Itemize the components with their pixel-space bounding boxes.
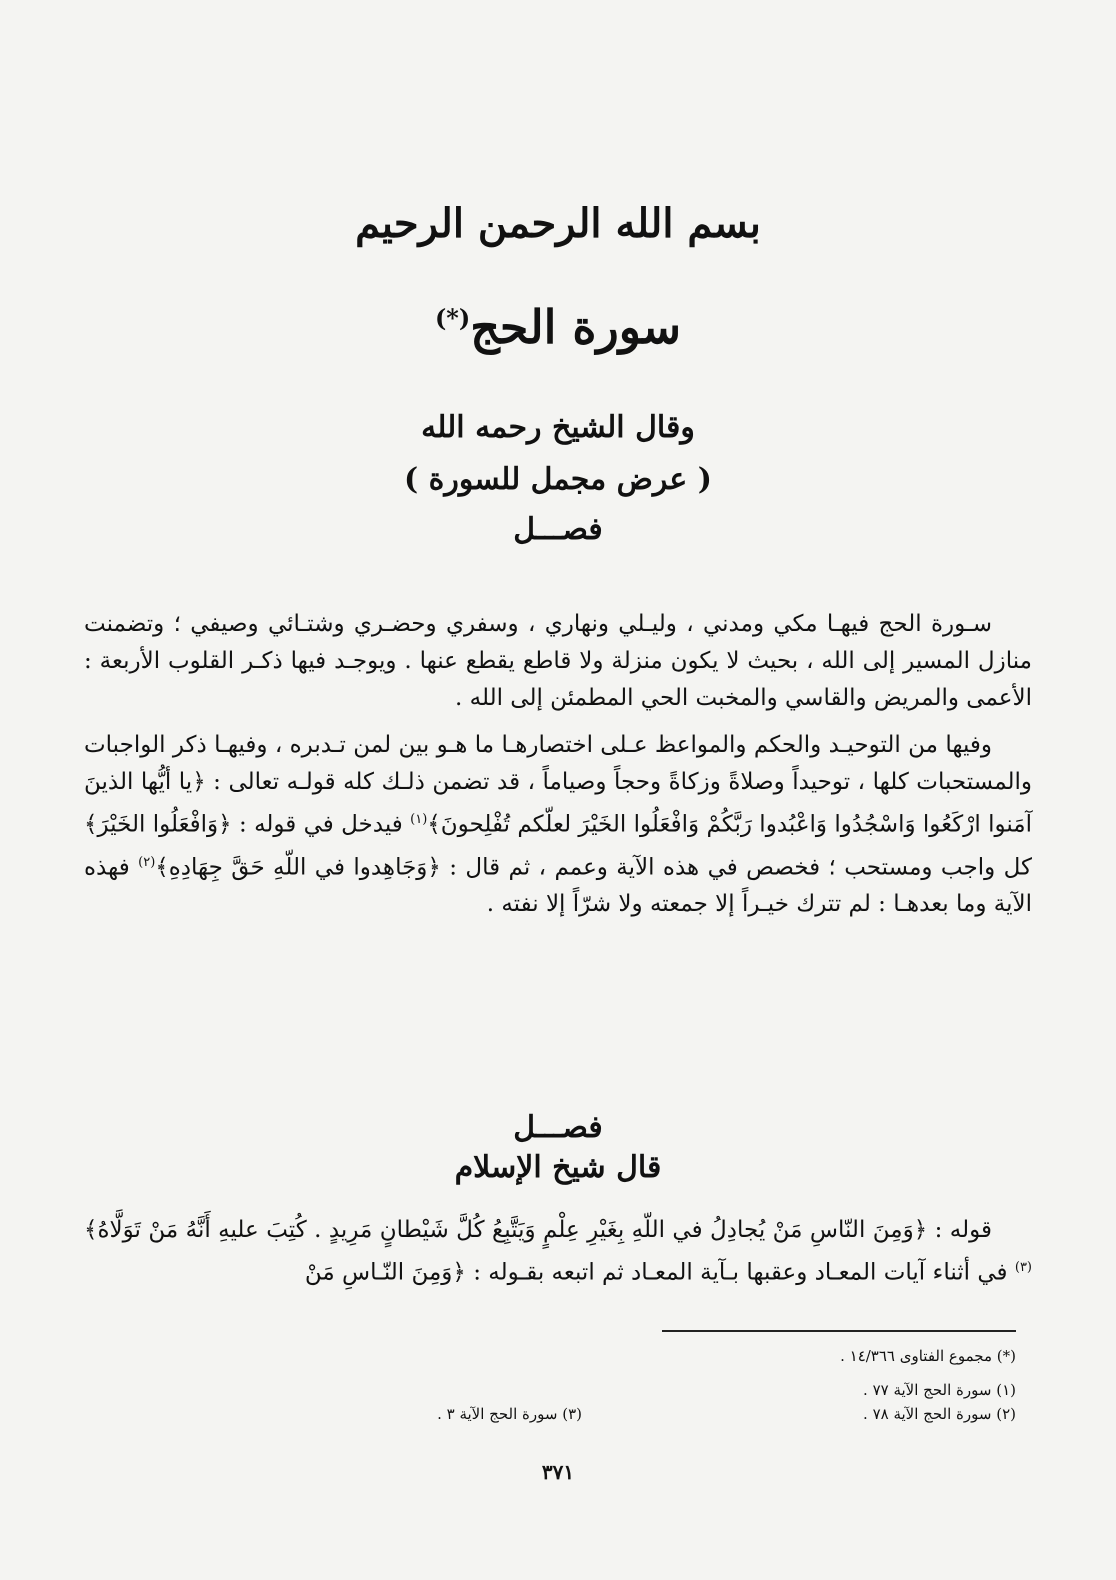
basmala: بسم الله الرحمن الرحيم <box>355 200 761 247</box>
paragraph-1: سـورة الحج فيهـا مكي ومدني ، وليـلي ونهاري ، وسفري وحضـري وشتـائي وصيفي ؛ وتضمنت منازل المسير إلى الله ، بحيث لا يكون منزلة ولا قاطع يقطع عنها . ويوجـد فيها ذكـر القلوب الأربعة : الأعمى والمريض والقاسي والمخبت الحي المطمئن إلى الله . <box>84 611 1032 711</box>
paragraph-3-part-b: في أثناء آيات المعـاد وعقبها بـآية المعـاد ثم اتبعه بقـوله : ﴿وَمِنَ النّـاسِ مَنْ <box>304 1259 1015 1286</box>
paragraph-2-part-a: وفيها من التوحيـد والحكم والمواعظ عـلى اختصارهـا ما هـو بين لمن تـدبره ، وفيهـا ذكر الواجبات والمستحبات كلها ، توحيداً وصلاةً وزكاةً وحجاً وصياماً ، قد تضمن ذلـك كله قولـه تعالى : ﴿يا أيُّها الذينَ آمَنوا ارْكَعُوا وَاسْجُدُوا وَاعْبُدوا رَبَّكُمْ وَافْعَلُوا الخَيْرَ لعلّكم تُفْلِحونَ﴾ <box>84 732 1032 838</box>
paragraph-2 <box>84 727 1032 923</box>
footnote-star: (*) مجموع الفتاوى ١٤/٣٦٦ . <box>840 1347 1016 1365</box>
footnote-3: (٣) سورة الحج الآية ٣ . <box>437 1405 582 1423</box>
section-2-body <box>84 1212 1032 1302</box>
overview-heading: ( عرض مجمل للسورة ) <box>404 462 712 497</box>
paragraph-3 <box>84 1212 1032 1292</box>
paragraph-3-part-a: قوله : ﴿وَمِنَ النّاسِ مَنْ يُجادِلُ في اللّهِ بِغَيْرِ عِلْمٍ وَيَتَّبِعُ كُلَّ شَيْطانٍ مَرِيدٍ . كُتِبَ عليهِ أَنَّهُ مَنْ تَوَلَّاهُ﴾ <box>84 1217 992 1243</box>
footnote-1: (١) سورة الحج الآية ٧٧ . <box>863 1381 1016 1399</box>
section-1-body <box>84 606 1032 933</box>
footnote-2: (٢) سورة الحج الآية ٧٨ . <box>863 1405 1016 1423</box>
intro-line: وقال الشيخ رحمه الله <box>421 410 695 445</box>
section-heading-1: فصـــل <box>513 512 603 547</box>
surah-title-text: سورة الحج <box>470 300 682 354</box>
paragraph-2-part-c: فهذه الآية وما بعدهـا : لم تترك خيـراً إلا جمعته ولا شرّاً إلا نفته . <box>84 854 1032 918</box>
footnote-ref-3: (٣) <box>1014 1260 1032 1275</box>
surah-footnote-mark: (*) <box>434 303 471 333</box>
footnote-ref-2: (٢) <box>138 854 156 870</box>
section-heading-2: فصـــل <box>513 1110 603 1145</box>
footnote-divider <box>662 1330 1016 1332</box>
surah-title <box>0 300 1116 354</box>
paragraph-2-part-b: فيدخل في قوله : ﴿وَافْعَلُوا الخَيْرَ﴾ كل واجب ومستحب ؛ فخصص في هذه الآية وعمم ، ثم قال : ﴿وَجَاهِدوا في اللّهِ حَقَّ جِهَادِهِ﴾ <box>84 811 1032 881</box>
footnote-ref-1: (١) <box>410 812 428 827</box>
page-number: ٣٧١ <box>541 1460 575 1484</box>
section-subheading: قال شيخ الإسلام <box>454 1150 662 1185</box>
